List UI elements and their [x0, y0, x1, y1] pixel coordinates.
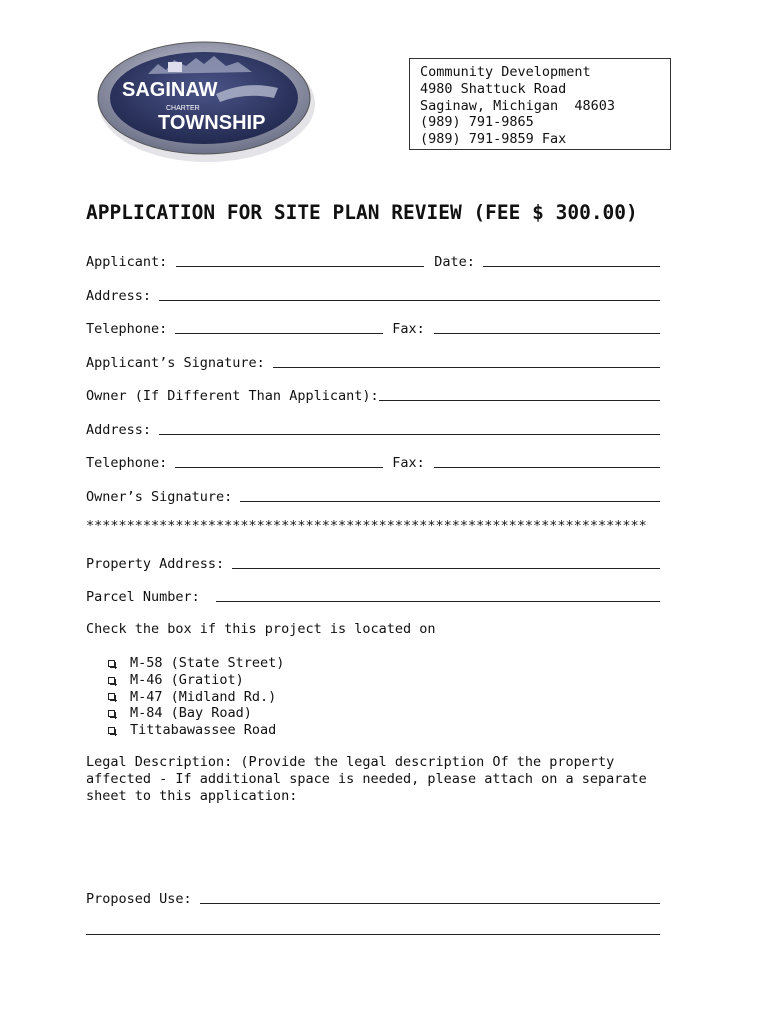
- telephone-label: Telephone:: [86, 321, 168, 337]
- checklist-item-label: M-46 (Gratiot): [130, 671, 244, 688]
- checklist-item-label: M-84 (Bay Road): [130, 705, 252, 722]
- applicant-signature-row: [86, 351, 660, 371]
- applicant-label: Applicant:: [86, 254, 168, 270]
- property-address-row: [86, 552, 660, 572]
- checklist-item: [108, 705, 284, 722]
- logo-middle-text: CHARTER: [166, 105, 200, 112]
- proposed-use-field[interactable]: [200, 890, 660, 904]
- proposed-use-row: [86, 887, 660, 907]
- page-title: APPLICATION FOR SITE PLAN REVIEW (FEE $ 300.00): [86, 201, 638, 224]
- parcel-number-row: [86, 585, 660, 605]
- owner-telephone-label: Telephone:: [86, 455, 168, 471]
- legal-description-line: Legal Description: (Provide the legal description Of the property: [86, 754, 615, 770]
- check-intro: Check the box if this project is located on: [86, 621, 436, 637]
- location-checklist: [108, 655, 284, 739]
- logo-top-text: SAGINAW: [122, 79, 218, 101]
- legal-description-line: affected - If additional space is needed, please attach on a separate: [86, 771, 647, 787]
- property-address-label: Property Address:: [86, 556, 225, 572]
- owner-address-label: Address:: [86, 422, 152, 438]
- checklist-item: [108, 655, 284, 672]
- address-row: [86, 284, 660, 304]
- address-line: 4980 Shattuck Road: [420, 80, 567, 97]
- checklist-item-label: Tittabawassee Road: [130, 722, 277, 739]
- address-line: (989) 791-9859 Fax: [420, 131, 567, 148]
- property-address-field[interactable]: [232, 555, 660, 569]
- separator: *********************************************************************: [86, 518, 647, 534]
- legal-description: [86, 754, 666, 805]
- checklist-item: [108, 672, 284, 689]
- applicant-signature-field[interactable]: [273, 354, 660, 368]
- owner-fax-label: Fax:: [392, 455, 425, 471]
- checkbox[interactable]: [108, 660, 115, 667]
- owner-signature-row: [86, 485, 660, 505]
- address-line: Community Development: [420, 64, 591, 80]
- address-field[interactable]: [159, 287, 660, 301]
- applicant-signature-label: Applicant’s Signature:: [86, 355, 265, 371]
- logo-bottom-text: TOWNSHIP: [158, 112, 266, 134]
- owner-telephone-row: [86, 451, 660, 471]
- owner-address-field[interactable]: [159, 421, 660, 435]
- parcel-number-label: Parcel Number:: [86, 589, 200, 605]
- owner-signature-label: Owner’s Signature:: [86, 489, 233, 505]
- owner-row: [86, 384, 660, 404]
- telephone-row: [86, 317, 660, 337]
- parcel-number-field[interactable]: [216, 588, 660, 602]
- applicant-row: [86, 250, 660, 270]
- owner-address-row: [86, 418, 660, 438]
- date-field[interactable]: [483, 253, 660, 267]
- address-box: [409, 58, 671, 150]
- checklist-item: [108, 722, 284, 739]
- checkbox[interactable]: [108, 727, 115, 734]
- owner-field[interactable]: [379, 387, 660, 401]
- checklist-item-label: M-47 (Midland Rd.): [130, 688, 277, 705]
- checklist-item: [108, 689, 284, 706]
- checkbox[interactable]: [108, 693, 115, 700]
- address-label: Address:: [86, 288, 152, 304]
- telephone-field[interactable]: [175, 320, 383, 334]
- checkbox[interactable]: [108, 677, 115, 684]
- saginaw-township-logo: [96, 36, 318, 166]
- proposed-use-continuation-line[interactable]: [86, 934, 660, 935]
- fax-label: Fax:: [392, 321, 425, 337]
- address-line: (989) 791-9865: [420, 114, 534, 131]
- checkbox[interactable]: [108, 710, 115, 717]
- applicant-field[interactable]: [176, 253, 424, 267]
- owner-signature-field[interactable]: [240, 488, 660, 502]
- legal-description-line: sheet to this application:: [86, 788, 298, 804]
- proposed-use-label: Proposed Use:: [86, 891, 192, 907]
- checklist-item-label: M-58 (State Street): [130, 655, 285, 671]
- address-line: Saginaw, Michigan 48603: [420, 97, 616, 114]
- owner-fax-field[interactable]: [434, 454, 660, 468]
- fax-field[interactable]: [434, 320, 660, 334]
- owner-telephone-field[interactable]: [175, 454, 383, 468]
- date-label: Date:: [434, 254, 475, 270]
- owner-label: Owner (If Different Than Applicant):: [86, 388, 379, 404]
